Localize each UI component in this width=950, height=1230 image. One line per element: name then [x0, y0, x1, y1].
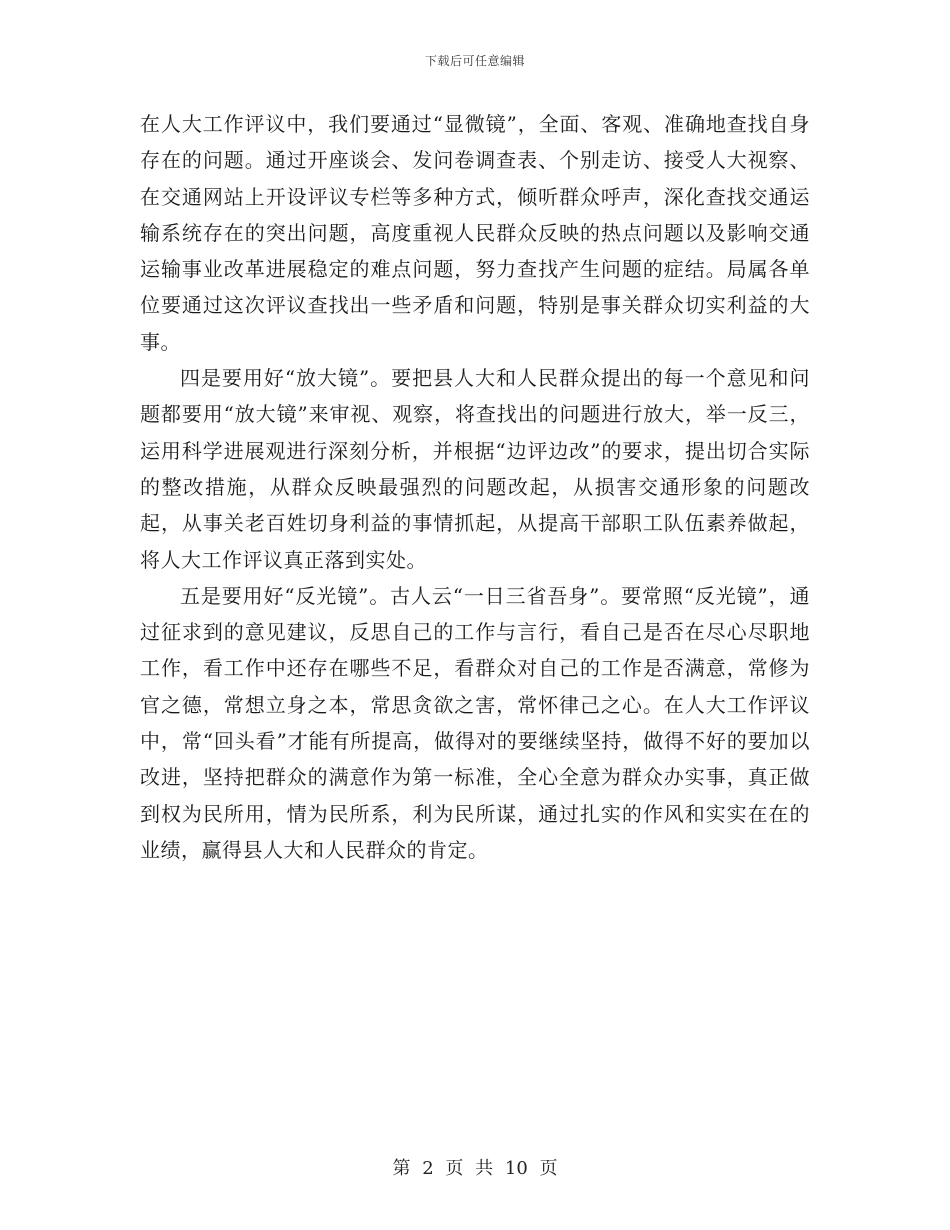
footer-total-prefix: 共 [475, 1158, 494, 1179]
paragraph-2: 四是要用好“放大镜”。要把县人大和人民群众提出的每一个意见和问题都要用“放大镜”来审视、观察，将查找出的问题进行放大，举一反三，运用科学进展观进行深刻分析，并根据“边评边改”的要求，提出切合实际的整改措施，从群众反映最强烈的问题改起，从损害交通形象的问题改起，从事关老百姓切身利益的事情抓起，从提高干部职工队伍素养做起，将人大工作评议真正落到实处。 [140, 366, 810, 572]
paragraph-3: 五是要用好“反光镜”。古人云“一日三省吾身”。要常照“反光镜”，通过征求到的意见建议，反思自己的工作与言行，看自己是否在尽心尽职地工作，看工作中还存在哪些不足，看群众对自己的工作是否满意，常修为官之德，常想立身之本，常思贪欲之害，常怀律己之心。在人大工作评议中，常“回头看”才能有所提高，做得对的要继续坚持，做得不好的要加以改进，坚持把群众的满意作为第一标准，全心全意为群众办实事，真正做到权为民所用，情为民所系，利为民所谋，通过扎实的作风和实实在在的业绩，赢得县人大和人民群众的肯定。 [140, 583, 810, 862]
paragraph-1: 在人大工作评议中，我们要通过“显微镜”，全面、客观、准确地查找自身存在的问题。通过开座谈会、发问卷调查表、个别走访、接受人大视察、在交通网站上开设评议专栏等多种方式，倾听群众呼声，深化查找交通运输系统存在的突出问题，高度重视人民群众反映的热点问题以及影响交通运输事业改革进展稳定的难点问题，努力查找产生问题的症结。局属各单位要通过这次评议查找出一些矛盾和问题，特别是事关群众切实利益的大事。 [140, 112, 810, 354]
footer-page-number: 2 [422, 1158, 434, 1179]
footer-mid: 页 [445, 1158, 464, 1179]
document-body [140, 106, 810, 868]
footer-suffix: 页 [539, 1158, 558, 1179]
footer-total-pages: 10 [504, 1158, 528, 1179]
footer-prefix: 第 [392, 1158, 411, 1179]
page-footer [0, 1154, 950, 1180]
header-note: 下载后可任意编辑 [424, 54, 525, 68]
